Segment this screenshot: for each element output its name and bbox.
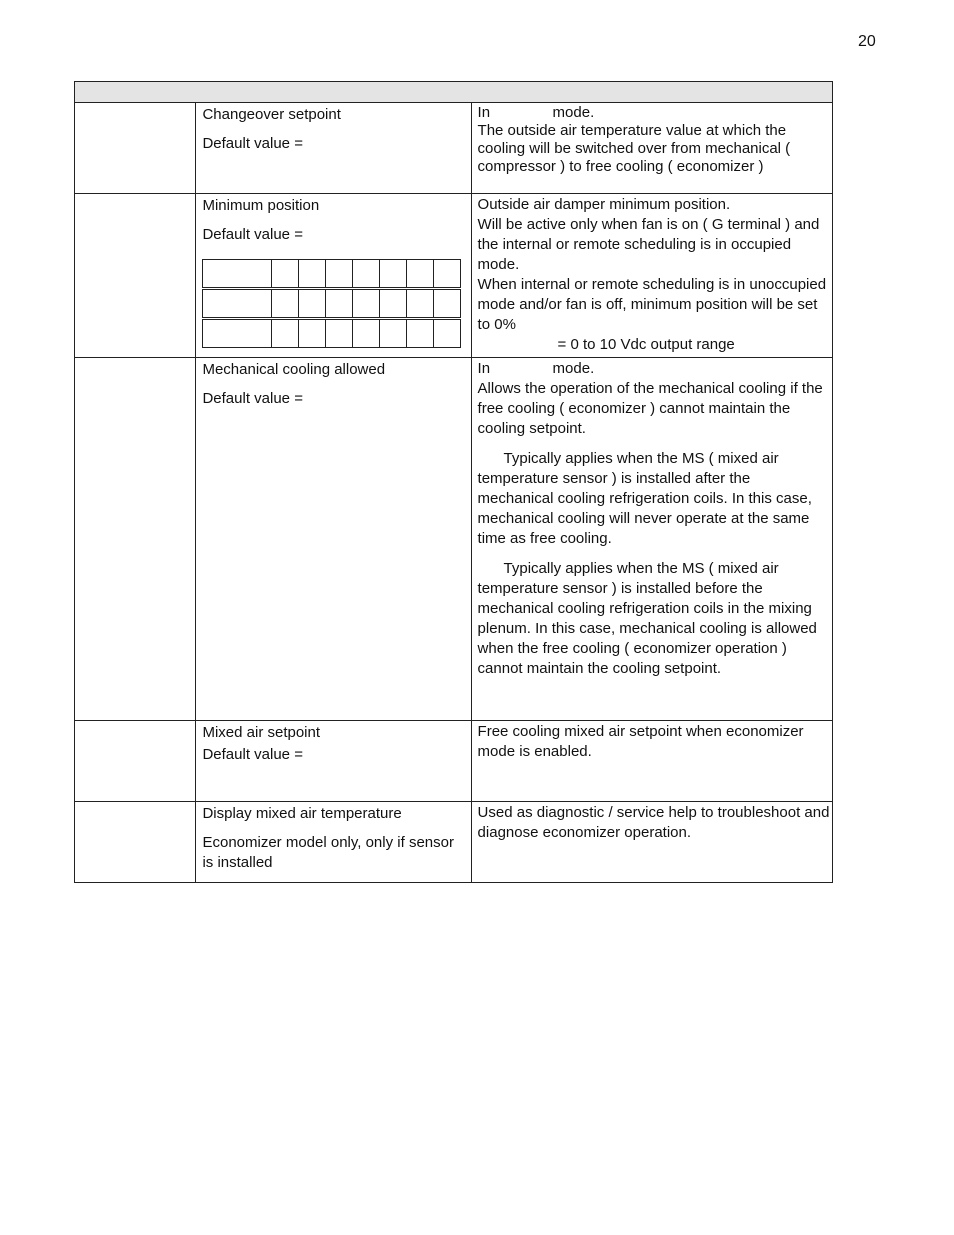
symbol-cell [75, 103, 196, 194]
parameter-table [74, 81, 833, 883]
grid-cell [380, 260, 407, 289]
parameter-cell [196, 103, 471, 194]
option-2-indent [478, 560, 504, 577]
grid-cell [407, 319, 434, 348]
grid-cell [407, 289, 434, 319]
parameter-name: Changeover setpoint [202, 106, 341, 123]
grid-cell [203, 319, 272, 348]
value-grid [202, 259, 461, 348]
grid-cell [272, 260, 299, 289]
grid-cell [326, 260, 353, 289]
grid-cell [353, 289, 380, 319]
grid-cell [434, 289, 461, 319]
default-value: Default value = [202, 390, 303, 407]
parameter-cell [196, 358, 471, 721]
symbol-cell [75, 194, 196, 358]
grid-cell [380, 319, 407, 348]
table-row [75, 194, 833, 358]
description-text: Used as diagnostic / service help to troubleshoot and diagnose economizer operation. [477, 804, 830, 841]
grid-cell [299, 289, 326, 319]
description-line: When internal or remote scheduling is in unoccupied mode and/or fan is off, minimum position will be set to 0% [477, 276, 827, 333]
parameter-cell [196, 802, 471, 883]
parameter-cell [196, 721, 471, 802]
description-cell [471, 721, 832, 802]
symbol-cell [75, 721, 196, 802]
grid-cell [326, 319, 353, 348]
mode-line [478, 104, 830, 122]
option-2-text [478, 559, 830, 679]
mode-prefix: In [477, 104, 491, 121]
table-header-row [75, 82, 833, 103]
grid-cell [353, 319, 380, 348]
description-cell [471, 194, 832, 358]
default-value: Default value = [202, 226, 303, 243]
table-row [75, 358, 833, 721]
page-number: 20 [858, 33, 876, 50]
grid-cell [434, 319, 461, 348]
symbol-cell [75, 802, 196, 883]
table-row [75, 802, 833, 883]
grid-cell [353, 260, 380, 289]
range-line: = 0 to 10 Vdc output range [557, 336, 735, 353]
table-row [75, 103, 833, 194]
description-line: Outside air damper minimum position. [477, 196, 731, 213]
option-2-body: Typically applies when the MS ( mixed air temperature sensor ) is installed before the mechanical cooling refrigeration coils in the mixing plenum. In this case, mechanical cooling is allowed when the free cooling ( economizer operation ) cannot maintain the cooling setpoint. [477, 560, 817, 677]
mode-prefix: In [477, 360, 491, 377]
parameter-name: Mixed air setpoint [202, 724, 321, 741]
grid-cell [407, 260, 434, 289]
mode-suffix: mode. [552, 104, 595, 121]
description-text: Free cooling mixed air setpoint when economizer mode is enabled. [477, 723, 804, 760]
mode-line [478, 359, 830, 379]
table-header-cell [75, 82, 833, 103]
default-value: Default value = [202, 746, 303, 763]
description-cell [471, 358, 832, 721]
option-1-body: Typically applies when the MS ( mixed air temperature sensor ) is installed after the mechanical cooling refrigeration coils. In this case, mechanical cooling will never operate at the same time as free cooling. [477, 450, 812, 547]
grid-cell [434, 260, 461, 289]
description-text: The outside air temperature value at which the cooling will be switched over from mechanical ( compressor ) to free cooling ( economizer ) [477, 122, 791, 175]
option-1-indent [478, 450, 504, 467]
grid-cell [272, 319, 299, 348]
default-value: Default value = [202, 135, 303, 152]
mode-suffix: mode. [552, 360, 595, 377]
parameter-name: Mechanical cooling allowed [202, 361, 386, 378]
grid-cell [299, 260, 326, 289]
parameter-name: Display mixed air temperature [202, 805, 402, 822]
grid-cell [326, 289, 353, 319]
grid-cell [380, 289, 407, 319]
grid-cell [203, 260, 272, 289]
option-1-text [478, 449, 830, 549]
description-text: Allows the operation of the mechanical cooling if the free cooling ( economizer ) cannot maintain the cooling setpoint. [477, 380, 823, 437]
description-cell [471, 802, 832, 883]
grid-cell [203, 289, 272, 319]
description-line: Will be active only when fan is on ( G terminal ) and the internal or remote scheduling is in occupied mode. [477, 216, 820, 273]
parameter-note: Economizer model only, only if sensor is installed [202, 834, 454, 871]
grid-cell [272, 289, 299, 319]
parameter-cell [196, 194, 471, 358]
description-cell [471, 103, 832, 194]
symbol-cell [75, 358, 196, 721]
table-row [75, 721, 833, 802]
grid-cell [299, 319, 326, 348]
parameter-name: Minimum position [202, 197, 320, 214]
